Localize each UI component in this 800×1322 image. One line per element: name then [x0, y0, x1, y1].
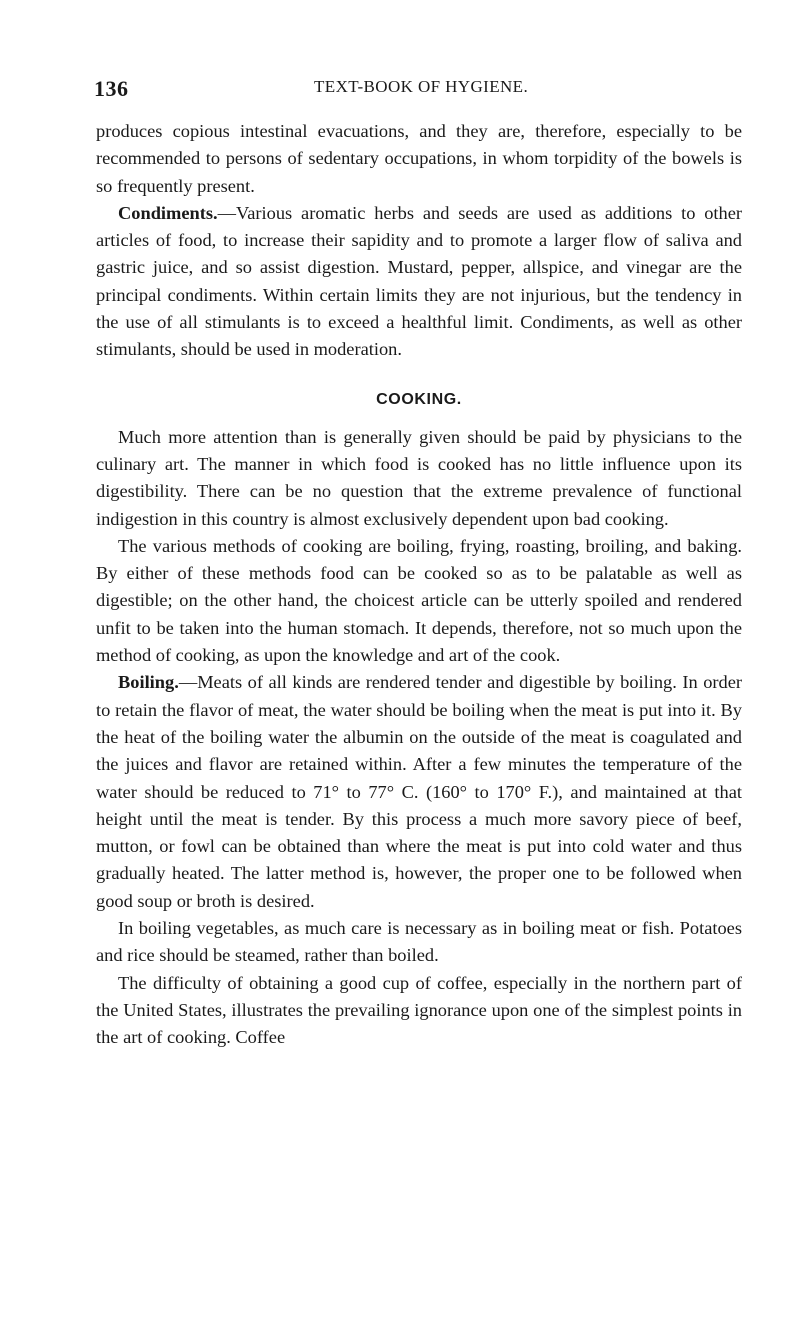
paragraph-text: The various methods of cooking are boiling, frying, roasting, broiling, and baking. By either of these methods food can be cooked so as to be palatable as well as digestible; on the other hand, the choicest article can be utterly spoiled and rendered unfit to be taken into the human stomach. It depends, therefore, not so much upon the method of cooking, as upon the knowledge and art of the cook.	[96, 535, 742, 666]
page-number: 136	[94, 76, 129, 101]
paragraph-text: The difficulty of obtaining a good cup of coffee, especially in the northern part of the United States, illustrates the prevailing ignorance upon one of the simplest points in the art of cooking. Coffee	[96, 972, 742, 1048]
paragraph-text: —Meats of all kinds are rendered tender and digestible by boiling. In order to retain the flavor of meat, the water should be boiling when the meat is put into it. By the heat of the boiling water the albumin on the outside of the meat is coagulated and the juices and flavor are retained within. After a few minutes the temperature of the water should be reduced to 71° to 77° C. (160° to 170° F.), and maintained at that height until the meat is tender. By this process a much more savory piece of beef, mutton, or fowl can be obtained than where the meat is put into cold water and thus gradually heated. The latter method is, however, the proper one to be followed when good soup or broth is desired.	[96, 672, 742, 911]
paragraph-coffee	[96, 970, 742, 1052]
paragraph-continuation	[96, 118, 742, 200]
paragraph-text: produces copious intestinal evacuations, and they are, therefore, especially to be recommended to persons of sedentary occupations, in whom torpidity of the bowels is so frequently present.	[96, 121, 742, 196]
paragraph-text: —Various aromatic herbs and seeds are used as additions to other articles of food, to increase their sapidity and to promote a larger flow of saliva and gastric juice, and so assist digestion. Mustard, pepper, allspice, and vinegar are the principal condiments. Within certain limits they are not injurious, but the tendency in the use of all stimulants is to exceed a healthful limit. Condiments, as well as other stimulants, should be used in moderation.	[96, 202, 742, 360]
paragraph-condiments	[96, 200, 742, 364]
paragraph-cooking-methods	[96, 533, 742, 669]
page-header	[94, 76, 744, 106]
paragraph-boiling	[96, 669, 742, 915]
section-heading-cooking: COOKING.	[376, 390, 462, 408]
paragraph-cooking-intro	[96, 424, 742, 533]
running-head: TEXT-BOOK OF HYGIENE.	[314, 77, 529, 96]
body-text	[96, 118, 742, 1052]
run-in-heading-boiling: Boiling.	[118, 672, 179, 693]
paragraph-text: In boiling vegetables, as much care is necessary as in boiling meat or fish. Potatoes and rice should be steamed, rather than boiled.	[96, 918, 742, 966]
paragraph-text: Much more attention than is generally given should be paid by physicians to the culinary art. The manner in which food is cooked has no little influence upon its digestibility. There can be no question that the extreme prevalence of functional indigestion in this country is almost exclusively dependent upon bad cooking.	[96, 426, 742, 529]
paragraph-vegetables	[96, 915, 742, 970]
run-in-heading-condiments: Condiments.	[118, 202, 218, 223]
